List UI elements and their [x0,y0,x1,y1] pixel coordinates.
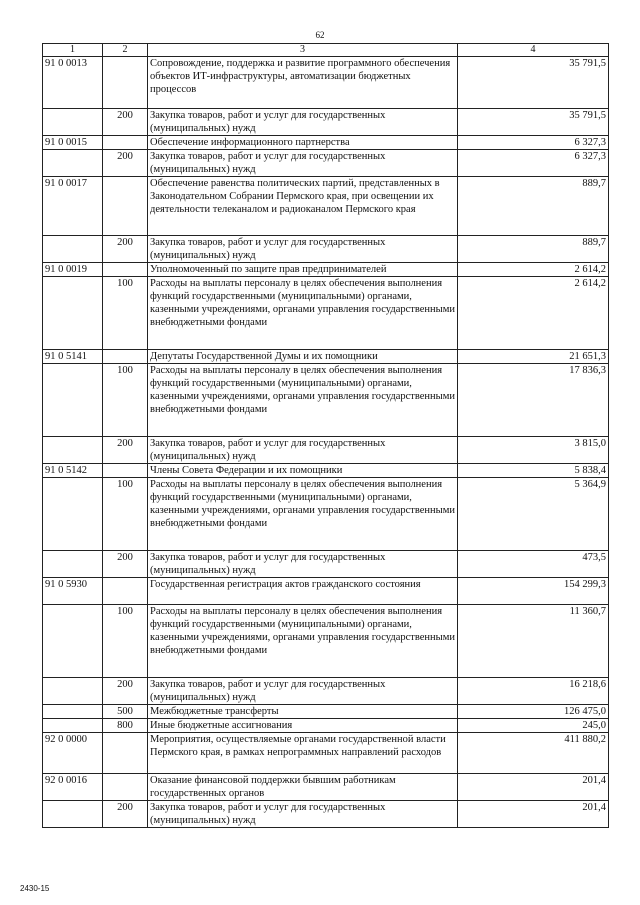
table-row [43,277,609,350]
table-row [43,437,609,464]
row-name: Межбюджетные трансферты [148,705,458,719]
page-number: 62 [315,30,325,40]
row-amount: 889,7 [458,177,609,236]
table-row [43,605,609,678]
row-amount: 2 614,2 [458,263,609,277]
row-code: 91 0 5141 [43,350,103,364]
row-amount: 473,5 [458,551,609,578]
row-expense-type: 200 [103,150,148,177]
row-expense-type: 200 [103,551,148,578]
table-row [43,801,609,828]
table-row [43,109,609,136]
row-expense-type: 100 [103,364,148,437]
row-expense-type [103,578,148,605]
table-row [43,464,609,478]
table-row [43,478,609,551]
table-row [43,733,609,774]
row-code: 92 0 0000 [43,733,103,774]
row-name: Депутаты Государственной Думы и их помощники [148,350,458,364]
row-name: Уполномоченный по защите прав предпринимателей [148,263,458,277]
row-name: Закупка товаров, работ и услуг для государственных (муниципальных) нужд [148,551,458,578]
row-expense-type: 200 [103,437,148,464]
row-amount: 6 327,3 [458,136,609,150]
row-expense-type: 100 [103,605,148,678]
row-name: Иные бюджетные ассигнования [148,719,458,733]
row-expense-type: 200 [103,236,148,263]
row-code: 91 0 0019 [43,263,103,277]
row-name: Закупка товаров, работ и услуг для государственных (муниципальных) нужд [148,437,458,464]
row-code: 91 0 5930 [43,578,103,605]
row-expense-type [103,263,148,277]
table-row [43,719,609,733]
row-expense-type [103,57,148,109]
header-col-2: 2 [103,44,148,57]
row-code: 92 0 0016 [43,774,103,801]
row-expense-type [103,774,148,801]
row-code: 91 0 0015 [43,136,103,150]
row-amount: 201,4 [458,801,609,828]
row-name: Расходы на выплаты персоналу в целях обеспечения выполнения функций государственными (муниципальными) органами, казенными учреждениями, органами управления государственными внебюджетными фондами [148,478,458,551]
document-code: 2430-15 [20,884,50,893]
row-name: Закупка товаров, работ и услуг для государственных (муниципальных) нужд [148,109,458,136]
row-amount: 11 360,7 [458,605,609,678]
header-col-4: 4 [458,44,609,57]
row-amount: 154 299,3 [458,578,609,605]
row-code [43,364,103,437]
row-name: Закупка товаров, работ и услуг для государственных (муниципальных) нужд [148,150,458,177]
row-amount: 21 651,3 [458,350,609,364]
row-amount: 16 218,6 [458,678,609,705]
row-name: Сопровождение, поддержка и развитие программного обеспечения объектов ИТ-инфраструктуры, автоматизации бюджетных процессов [148,57,458,109]
table-row [43,150,609,177]
row-code [43,678,103,705]
row-name: Оказание финансовой поддержки бывшим работникам государственных органов [148,774,458,801]
row-expense-type [103,733,148,774]
row-code: 91 0 5142 [43,464,103,478]
row-name: Расходы на выплаты персоналу в целях обеспечения выполнения функций государственными (муниципальными) органами, казенными учреждениями, органами управления государственными внебюджетными фондами [148,277,458,350]
row-name: Обеспечение равенства политических партий, представленных в Законодательном Собрании Пермского края, при освещении их деятельности телеканалом и радиоканалом Пермского края [148,177,458,236]
row-amount: 35 791,5 [458,109,609,136]
row-amount: 411 880,2 [458,733,609,774]
row-expense-type: 200 [103,678,148,705]
row-expense-type [103,350,148,364]
header-row [43,44,609,57]
row-amount: 5 364,9 [458,478,609,551]
row-code [43,150,103,177]
row-name: Члены Совета Федерации и их помощники [148,464,458,478]
row-name: Обеспечение информационного партнерства [148,136,458,150]
row-amount: 126 475,0 [458,705,609,719]
row-expense-type: 200 [103,801,148,828]
row-amount: 35 791,5 [458,57,609,109]
row-name: Закупка товаров, работ и услуг для государственных (муниципальных) нужд [148,236,458,263]
table-row [43,236,609,263]
row-expense-type: 800 [103,719,148,733]
row-code [43,236,103,263]
table-row [43,136,609,150]
header-col-3: 3 [148,44,458,57]
table-row [43,551,609,578]
row-code [43,705,103,719]
row-code [43,478,103,551]
header-col-1: 1 [43,44,103,57]
row-amount: 17 836,3 [458,364,609,437]
row-name: Государственная регистрация актов гражданского состояния [148,578,458,605]
row-amount: 889,7 [458,236,609,263]
table-row [43,350,609,364]
row-amount: 5 838,4 [458,464,609,478]
row-amount: 201,4 [458,774,609,801]
row-code [43,277,103,350]
row-expense-type: 200 [103,109,148,136]
row-code [43,437,103,464]
row-expense-type: 100 [103,277,148,350]
row-code: 91 0 0017 [43,177,103,236]
row-amount: 245,0 [458,719,609,733]
table-row [43,177,609,236]
row-amount: 6 327,3 [458,150,609,177]
row-amount: 2 614,2 [458,277,609,350]
row-expense-type [103,464,148,478]
row-code [43,551,103,578]
row-name: Мероприятия, осуществляемые органами государственной власти Пермского края, в рамках непрограммных направлений расходов [148,733,458,774]
row-code [43,109,103,136]
row-code: 91 0 0013 [43,57,103,109]
row-expense-type: 100 [103,478,148,551]
table-row [43,705,609,719]
row-amount: 3 815,0 [458,437,609,464]
row-name: Расходы на выплаты персоналу в целях обеспечения выполнения функций государственными (муниципальными) органами, казенными учреждениями, органами управления государственными внебюджетными фондами [148,364,458,437]
row-expense-type [103,136,148,150]
row-name: Закупка товаров, работ и услуг для государственных (муниципальных) нужд [148,678,458,705]
table-row [43,364,609,437]
row-code [43,719,103,733]
row-expense-type: 500 [103,705,148,719]
table-row [43,578,609,605]
row-name: Расходы на выплаты персоналу в целях обеспечения выполнения функций государственными (муниципальными) органами, казенными учреждениями, органами управления государственными внебюджетными фондами [148,605,458,678]
budget-table [42,43,609,828]
row-name: Закупка товаров, работ и услуг для государственных (муниципальных) нужд [148,801,458,828]
table-row [43,678,609,705]
table-row [43,57,609,109]
table-row [43,774,609,801]
row-code [43,801,103,828]
table-row [43,263,609,277]
row-code [43,605,103,678]
row-expense-type [103,177,148,236]
